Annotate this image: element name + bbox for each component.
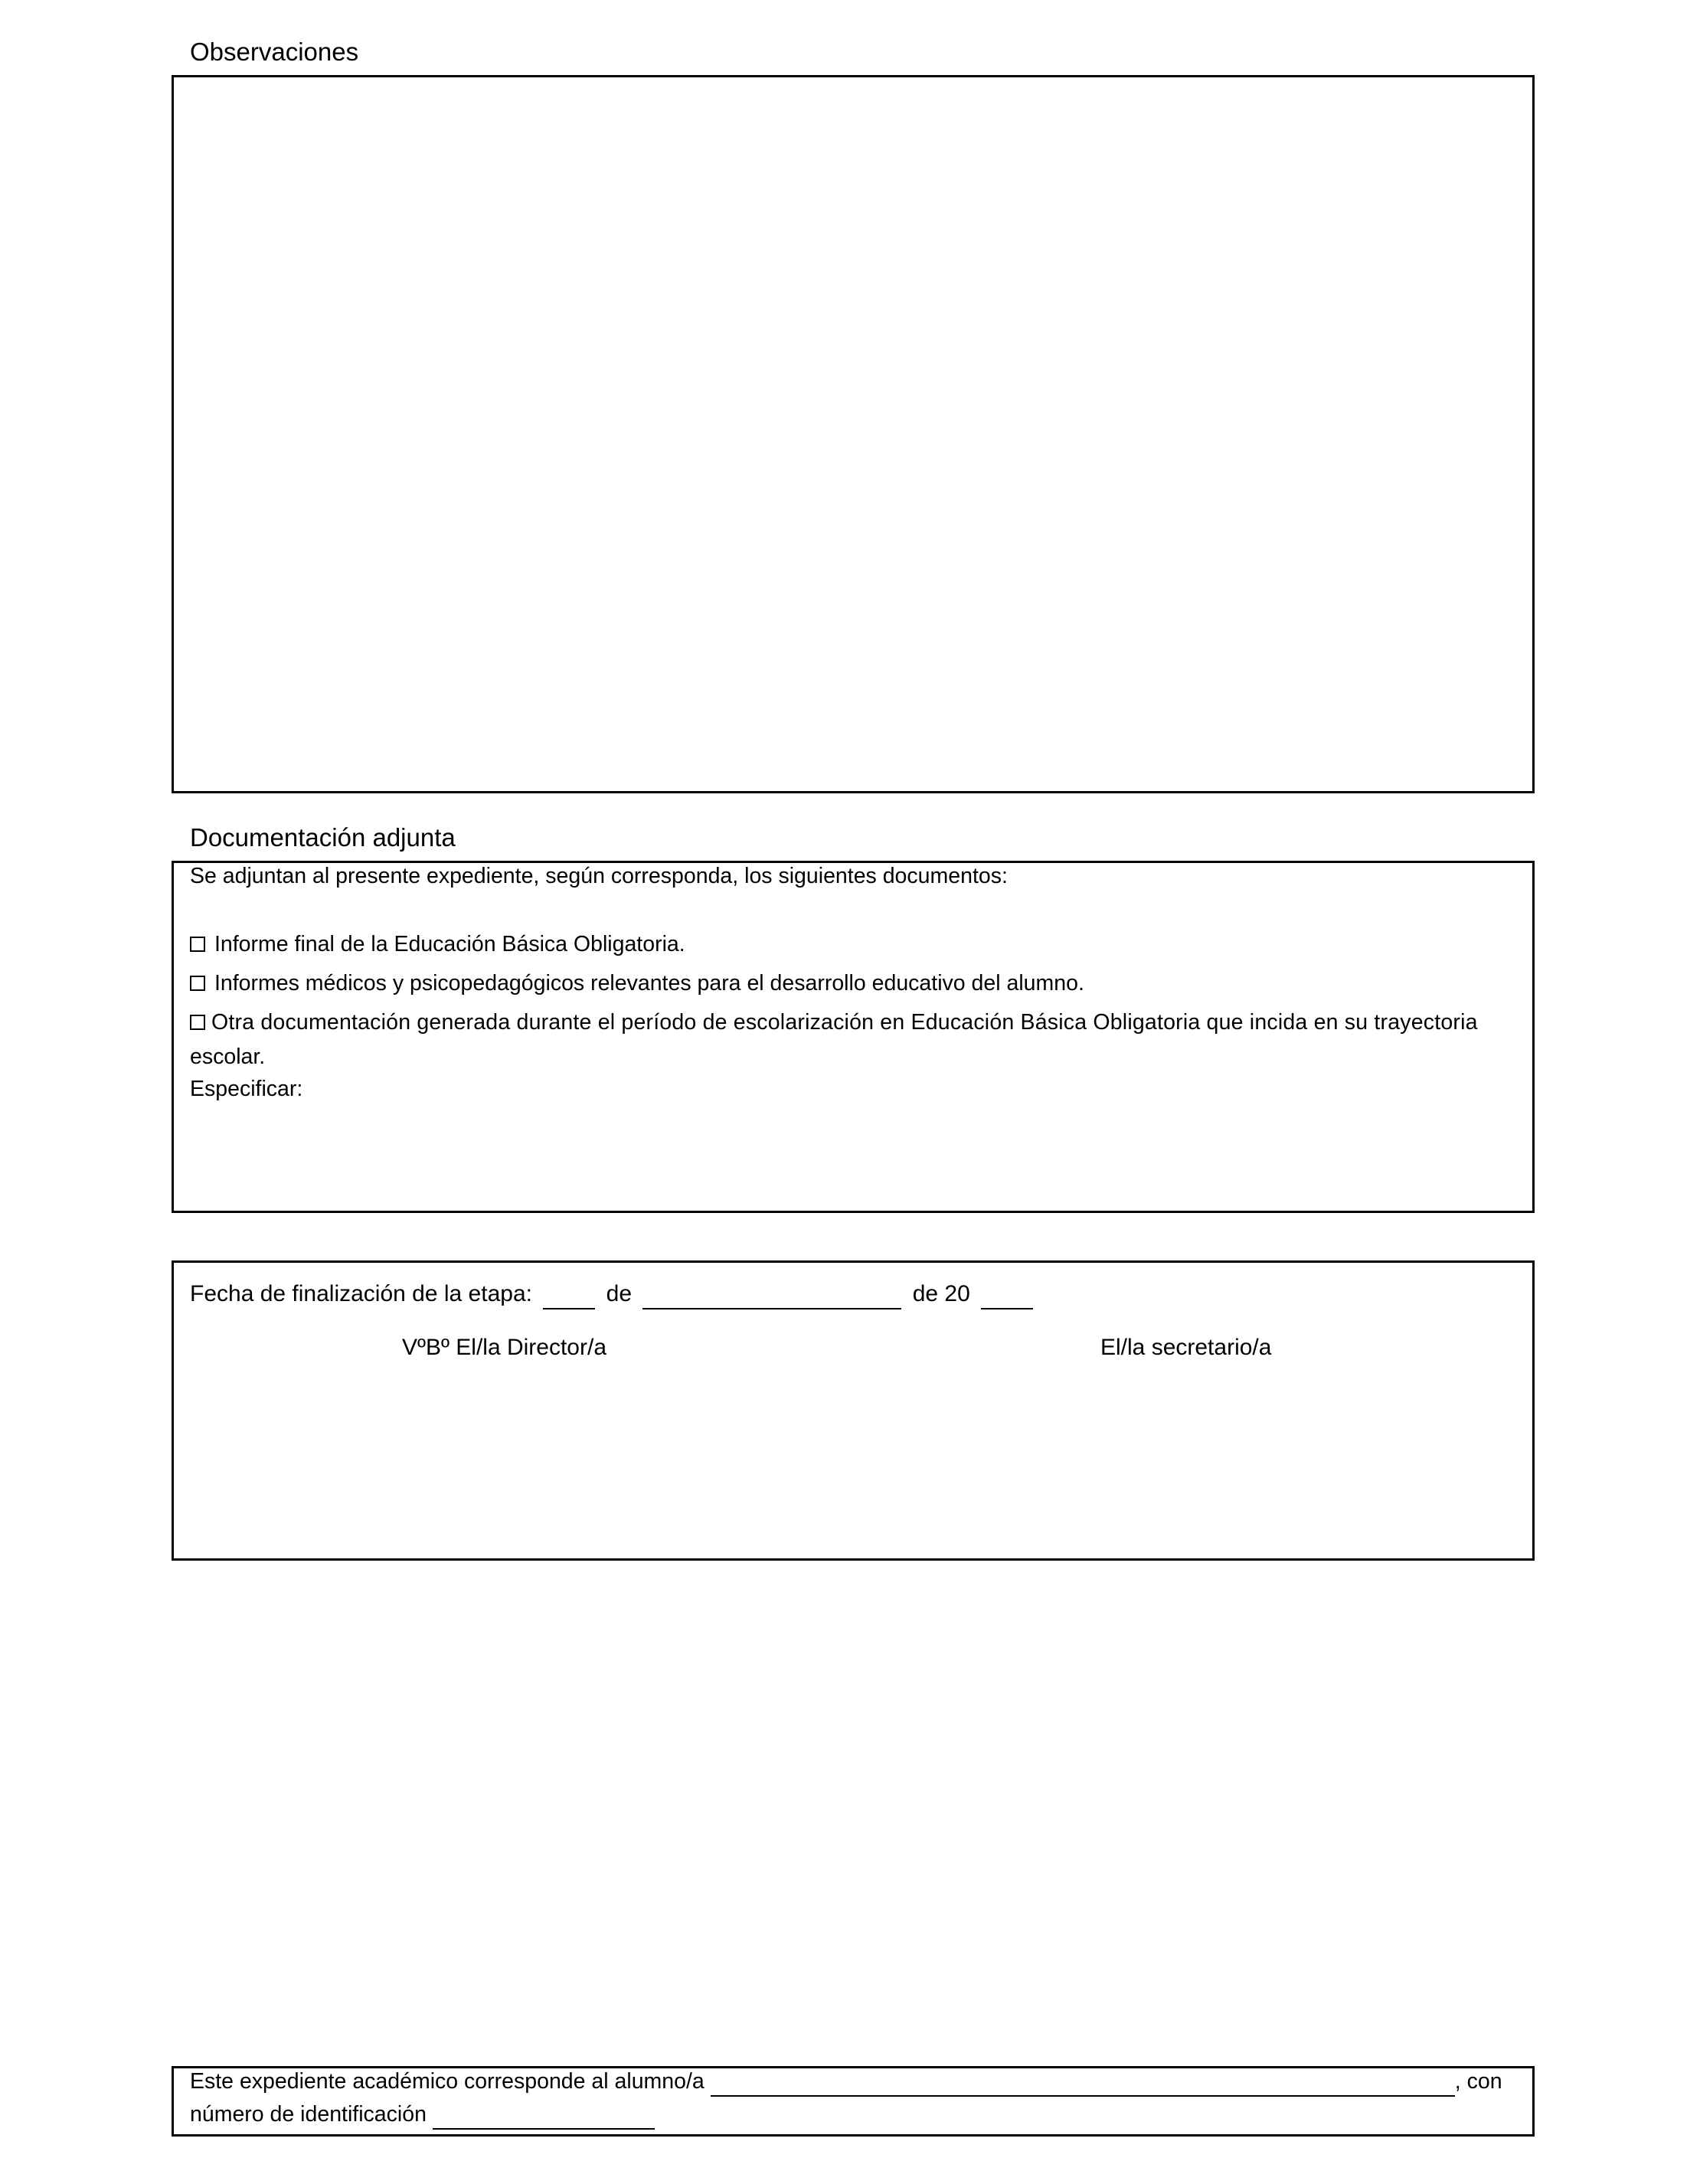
doc-option-medical-reports[interactable] <box>190 968 1084 999</box>
date-de-2: de 20 <box>912 1281 970 1306</box>
year-blank[interactable] <box>981 1285 1033 1309</box>
doc-option-label: Otra documentación generada durante el período de escolarización en Educación Básica Obligatoria que incida en su trayectoria <box>211 1010 1478 1035</box>
doc-option-other-docs-continuation: escolar. <box>190 1045 266 1069</box>
checkbox-medical-reports[interactable] <box>190 976 205 991</box>
footer-student-suffix: , con <box>1454 2069 1502 2094</box>
checkbox-final-report[interactable] <box>190 937 205 952</box>
completion-date-line <box>190 1279 1038 1309</box>
footer-id-prefix: número de identificación <box>190 2102 427 2127</box>
doc-option-label: Informes médicos y psicopedagógicos relevantes para el desarrollo educativo del alumno. <box>214 971 1084 996</box>
id-number-blank[interactable] <box>433 2105 655 2130</box>
attached-docs-title: Documentación adjunta <box>190 823 456 852</box>
checkbox-other-docs[interactable] <box>190 1015 205 1030</box>
footer-line-2 <box>190 2099 655 2130</box>
completion-date-label: Fecha de finalización de la etapa: <box>190 1281 532 1306</box>
footer-line-1 <box>190 2066 1502 2097</box>
secretary-signature-label: El/la secretario/a <box>1100 1335 1272 1360</box>
month-blank[interactable] <box>642 1285 901 1309</box>
doc-option-final-report[interactable] <box>190 929 685 960</box>
observations-title: Observaciones <box>190 38 359 66</box>
footer-student-prefix: Este expediente académico corresponde al alumno/a <box>190 2069 705 2094</box>
specify-label: Especificar: <box>190 1077 303 1101</box>
date-de-1: de <box>606 1281 633 1306</box>
director-signature-label: VºBº El/la Director/a <box>402 1335 606 1360</box>
observations-box[interactable] <box>172 75 1535 793</box>
attached-docs-intro: Se adjuntan al presente expediente, según corresponda, los siguientes documentos: <box>190 864 1008 888</box>
day-blank[interactable] <box>543 1285 595 1309</box>
student-name-blank[interactable] <box>711 2072 1455 2097</box>
doc-option-label: Informe final de la Educación Básica Obligatoria. <box>214 932 685 956</box>
doc-option-other-docs[interactable] <box>190 1007 1478 1038</box>
